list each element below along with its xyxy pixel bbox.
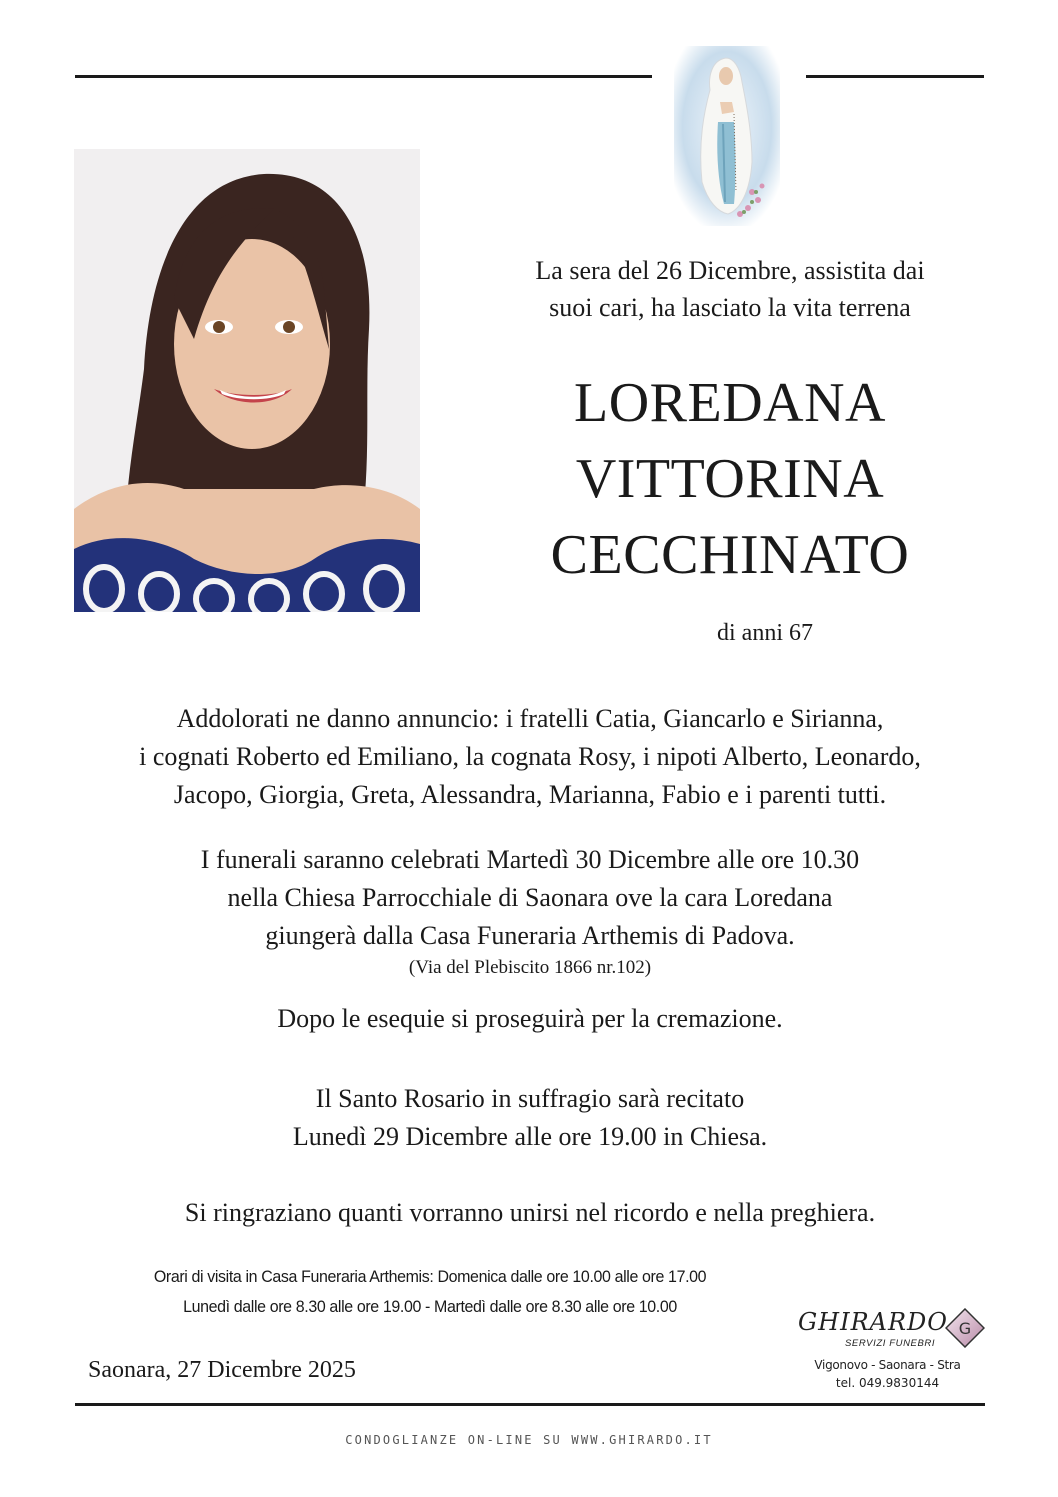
announcement-line: Addolorati ne danno annuncio: i fratelli Catia, Giancarlo e Sirianna, xyxy=(176,704,884,733)
deceased-name xyxy=(440,365,1020,593)
announcement-line: i cognati Roberto ed Emiliano, la cognata Rosy, i nipoti Alberto, Leonardo, xyxy=(139,742,921,771)
rosary-line: Lunedì 29 Dicembre alle ore 19.00 in Chiesa. xyxy=(292,1122,768,1151)
name-line: VITTORINA xyxy=(575,448,885,510)
intro-line: suoi cari, ha lasciato la vita terrena xyxy=(549,293,911,322)
announcement xyxy=(40,700,1020,814)
funeral-line: nella Chiesa Parrocchiale di Saonara ove la cara Loredana xyxy=(227,883,833,912)
funeral-home-name: GHIRARDO xyxy=(798,1308,948,1336)
intro-text xyxy=(440,252,1020,326)
footer-condolences-link[interactable]: CONDOGLIANZE ON-LINE SU WWW.GHIRARDO.IT xyxy=(345,1433,713,1447)
svg-text:G: G xyxy=(958,1319,972,1338)
announcement-line: Jacopo, Giorgia, Greta, Alessandra, Marianna, Fabio e i parenti tutti. xyxy=(173,780,887,809)
funeral-home-logo xyxy=(790,1300,990,1400)
madonna-image xyxy=(668,42,786,230)
funeral-details xyxy=(40,841,1020,955)
cremation-note: Dopo le esequie si proseguirà per la cremazione. xyxy=(277,1004,783,1033)
funeral-line: I funerali saranno celebrati Martedì 30 Dicembre alle ore 10.30 xyxy=(200,845,860,874)
monogram-diamond-icon xyxy=(945,1308,985,1348)
top-divider-right xyxy=(806,75,984,78)
funeral-home-phone: tel. 049.9830144 xyxy=(835,1376,940,1390)
intro-line: La sera del 26 Dicembre, assistita dai xyxy=(535,256,925,285)
age: di anni 67 xyxy=(717,620,813,646)
funeral-home-locations: Vigonovo - Saonara - Stra xyxy=(814,1358,961,1372)
rosary-details xyxy=(40,1080,1020,1156)
name-line: CECCHINATO xyxy=(550,524,910,586)
top-divider-left xyxy=(75,75,652,78)
thanks-note: Si ringraziano quanti vorranno unirsi nel ricordo e nella preghiera. xyxy=(184,1198,876,1227)
funeral-home-subtitle: SERVIZI FUNEBRI xyxy=(845,1338,936,1349)
rosary-line: Il Santo Rosario in suffragio sarà recitato xyxy=(315,1084,745,1113)
place-date: Saonara, 27 Dicembre 2025 xyxy=(88,1357,356,1383)
funeral-address: (Via del Plebiscito 1866 nr.102) xyxy=(408,957,652,978)
name-line: LOREDANA xyxy=(574,372,886,434)
funeral-line: giungerà dalla Casa Funeraria Arthemis di Padova. xyxy=(265,921,795,950)
visiting-hours-line: Orari di visita in Casa Funeraria Arthemis: Domenica dalle ore 10.00 alle ore 17.00 xyxy=(153,1267,707,1286)
visiting-hours-line: Lunedì dalle ore 8.30 alle ore 19.00 - Martedì dalle ore 8.30 alle ore 10.00 xyxy=(183,1297,677,1316)
bottom-divider xyxy=(75,1403,985,1406)
portrait-photo xyxy=(74,149,420,612)
